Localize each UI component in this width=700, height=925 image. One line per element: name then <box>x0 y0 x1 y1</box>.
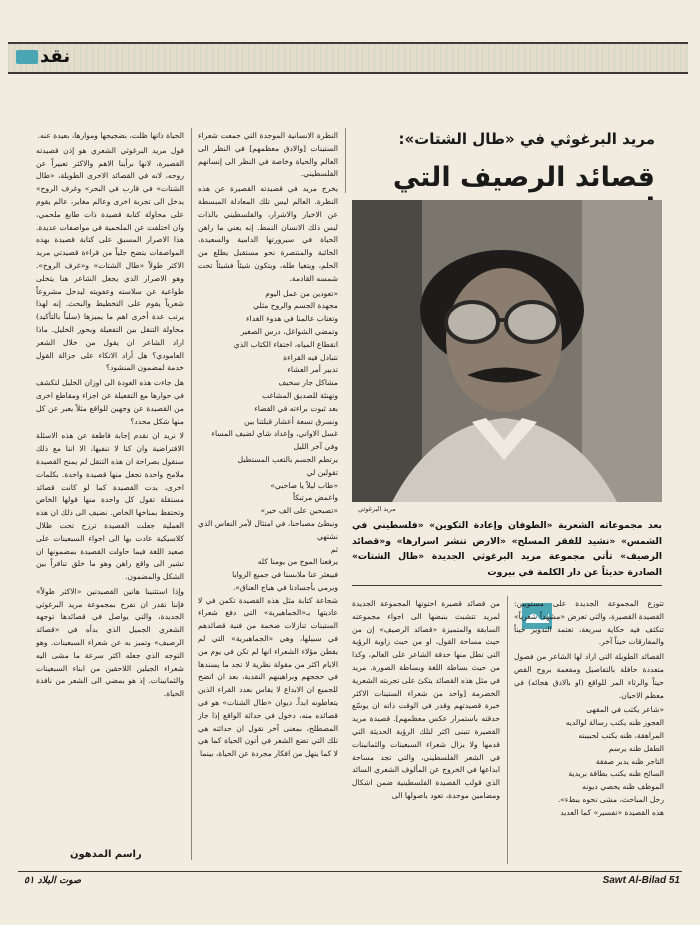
paragraph: لا نريد ان نقدم إجابة قاطعة عن هذه الاسئلة الافتراضية وان كنا لا ننفيها، الا اننا مع ذلك سنقول بصراحة ان هذه التنقل لم يمنح القصيدة ملامح واحدة تجعل منها قصيدة واحدة. بكلمات اخرى، بدت القصيدة كما لو كانت قصائد مستقلة تقول كل واحدة منها قولها الخاص وتحتفظ بمناخها الخاص. نضيف الى ذلك ان هذه العملية جعلت القصيدة ترزح تحت ظلال كلاسيكية عادت بها الى اجواء السبعينات على صعيد اللغة فيما حاولت القصيدة بمضمونها ان تشير الى واقع راهن وهو ما خلق تنافراً بين الشكل والمضمون. <box>36 431 184 582</box>
poem-line: السائح ظنه يكتب بطاقة بريدية <box>568 769 664 779</box>
poem-line: يرفعنا الموج من يومنا كله <box>257 557 338 567</box>
paragraph: هذه القصيدة «تفسير» كما العديد <box>560 807 664 817</box>
footer-divider <box>18 871 682 872</box>
poem-line: ونسرق تسعة أعشار قبلتنا بين <box>244 416 338 426</box>
portrait-illustration <box>352 200 662 502</box>
poem-line: المراهقة، ظنه يكتب لحبيبته <box>578 730 664 740</box>
poem-line: ويرمي بأجسادنا في هياج العناق». <box>232 582 338 592</box>
poem-line: يرتطم الجسم بالتعب المستطيل <box>237 454 338 464</box>
poem-line: وتهنئة للصديق المشاغب <box>262 390 338 400</box>
paragraph: يخرج مريد في قصيدته القصيرة عن هذه النظرة. العالم ليس تلك المعادلة المبسطة عن الاخيار والاشرار، والفلسطيني بالذات ليس ذلك الانسان النمط. إنه يعني ما راهن الحياة في سيرورتها الدامية والسعيدة، الخائبة والمنتصرة نحو مستقبل يطلع من الحلم، ويتغيا طله، ويتكون شيئاً فشيئاً تحت شمسه القادمة. <box>198 184 338 283</box>
section-label: نقد <box>40 46 71 67</box>
section-ornament <box>16 50 38 64</box>
poem-line: وتمضي الشواغل، درس الصغير <box>240 326 338 336</box>
article-column-1 <box>36 130 184 845</box>
poem-line: واغمض مرتبكاً <box>292 493 338 503</box>
column-divider <box>191 128 192 860</box>
author-photo <box>352 200 662 502</box>
poem-line: وفي آخر الليل <box>293 442 338 452</box>
poem-line: ثم <box>330 544 338 554</box>
paragraph: الحياة ذاتها ظلت، بضجيجها وموارها، بعيدة عنه. <box>37 131 184 140</box>
paragraph: وإذا استثنينا هاتين القصيدتين «الاكثر طولاً» فإننا نقدر ان نفرح بمجموعة مريد البرغوثي الجديدة، والتي يواصل في قصائدها توجهه الشعري الجميل الذي بدأه في «قصائد الرصيف» وتميز به عن شعراء السبعينات. وهو التوجه الذي جعله اكثر سرعة ما مشى اليه شعراء الجيلين اللاحقين من ابناء السبعينات والثمانينات. إذ هو يمضي الى الشعر من نافذة الحياة. <box>36 586 184 699</box>
poem-line: الموظف ظنه يحصي ديونه <box>582 782 664 792</box>
paragraph: القصائد الطويلة التي اراد لها الشاعر من فصول متعددة حافلة بالتفاصيل ومفعمة بروح القص حيناً والرثاء المر للواقع (او بالادق هجائه) في معظم الاحيان. <box>514 652 664 700</box>
poem-line: العجوز ظنه يكتب رسالة لوالديه <box>565 718 664 728</box>
article-column-3 <box>352 598 500 866</box>
poem-line: «تعودين من عمل اليوم <box>265 288 338 298</box>
footer-page-label-arabic: صوت البلاد ٥١ <box>24 875 82 886</box>
footer-page-label-latin: Sawt Al-Bilad 51 <box>602 875 680 886</box>
article-column-4 <box>514 598 664 866</box>
poem-line: مشاكل جار سخيف <box>278 378 338 388</box>
article-title: قصائد الرصيف التي <box>392 162 655 193</box>
lead-divider <box>352 585 662 586</box>
column-divider <box>507 596 508 864</box>
article-subtitle: مريد البرغوثي في «طال الشتات»: <box>398 130 655 148</box>
poem-line: رجل المباحث، مشى نحوه ببطء». <box>557 794 664 804</box>
poem-line: «طاب ليلاً يا صاحبي» <box>270 480 338 490</box>
poem-line: الطفل ظنه يرسم <box>608 743 664 753</box>
poem-line: فيبعثر عنا ملابسنا في جميع الزوايا <box>232 570 338 580</box>
poem-line: مجهدة الجسم والروح مثلي <box>253 301 338 311</box>
paragraph: من قصائد قصيرة احتوتها المجموعة الجديدة لمريد تتشبث بنبضها الى اجواء مجموعته السابقة والمتميزة «قصائد الرصيف» إن من حيث مساحة القول، او من حيث زاوية الرؤية التي تطل منها حدقة الشاعر على العالم، وكذا من حيث بساطة اللغة وبساطة الصورة. مريد في مثل هذه القصائد يتكئ على تجربته الشعرية الخضرمة [واحد من شعراء الستينات الاكثر خبرة قصيدتهم وقدر في الوقت ذاته ان يوسّع حدقته باستمرار عكس معظمهم]. قصيدة مريد القصيرة تتبنى اكثر لتلك الرؤية الحديثة التي قدمها ولا يزال شعراء السبعينات والثمانينات في الشعر الفلسطيني، والتي تجد مساحة ابداعها في الخروج عن المألوف الشعري السائد الذي قولب القصيدة الفلسطينية ضمن اشكال ومضامين موحدة، تعود باصولها الى <box>352 599 500 800</box>
paragraph: قول مريد البرغوثي الشعري هو إذن قصيدته القصيرة، لانها برأينا الاهم والاكثر تعبيراً عن روحه، لانه في القصائد الاخرى الطويلة، «طال الشتات» في قارب في البحر» وغرف الروح» يدخل الى تجربة اخرى وعالم مغاير، عالم يقوم على محاولة كتابة قصيدة ذات طابع ملحمي، وان اختلفت عن الملحمية في مواصفات عديدة. هذا الاصرار المسبق على كتابة قصيدة بهذه المواصفات يتضح جلياً من قراءة قصيدتي مريد الاكثر طولاً «طال الشتات» و«غرف الروح». وهو الاصرار الذي يجعل الشاعر هنا يتخلى طواعية عن سلاسته وعفويته ليدخل مشروعاً شعرياً يقوم على التخطيط والبحث. إنه لهذا يرتب عدة أخرى اهم ما يميزها (سلباً بالتأكيد) محاولة التنقل بين التفعيلة وبحور الخليل. ماذا اراد الشاعر ان يقول من خلال الشعر العامودي؟ هل أراد الاتكاء على جزالة القول خدمة لمضمون المنشود؟ <box>36 145 184 373</box>
article-column-2 <box>198 130 338 860</box>
poem-line: غسل الاواني، وإعداد شاي لضيف المساء <box>211 429 338 439</box>
paragraph: هل جاءت هذه العودة الى اوزان الخليل لتكشف في حوارها مع التفعيلة عن اجزاء ومقاطع اخرى من القصيدة عن وجهين للواقع مثلاً يعبر عن كل منها شكل محدد؟ <box>36 378 184 426</box>
poem-line: تدبير أمر العشاء <box>287 365 338 375</box>
poem-line: «تصبحين على الف خير» <box>260 506 338 516</box>
poem-line: نتبادل فيه القراءة <box>283 352 338 362</box>
poem-line: وتغتاب عالمنا في هدوء الغداء <box>246 314 338 324</box>
paragraph: شجاعة كتابة مثل هذه القصيدة تكمن في لا عاديتها بـ«الجماهيرية» التي دفع شعراء الستينات تنازلات ضخمة من فنية قصائدهم في سبيلها، وهي «الجماهيرية» التي لم يقطن مؤلاء الشعراء انها لم تكن في يوم من الايام اكثر من مقولة نظرية لا تجد ما يسندها في حججهم وبراهينهم النقدية، بعد ان اتضح للجميع ان الابداع لا يقاس بعدد القراء الذين يتعاطونه ابداً. ديوان «طال الشتات» هو في قصائده منه، دخول في حداثة الواقع إذا جاز المصطلح، بمعنى آخر نقول ان حداثته هي تلك التي تضع الشعر في أتون الحياة كما هي لا كما ينهل من افكار مجردة عن الحياة، بينما <box>198 595 338 759</box>
header-band <box>8 42 688 74</box>
poem-line: انقطاع المياه، اختفاء الكتاب الذي <box>233 339 338 349</box>
paragraph: النظرة الانسانية الموجدة التي جمعت شعراء الستينات [والادق معظمهم] في النظر الى العالم والحياة وخاصة في النظر الى إنسانهم الفلسطيني. <box>198 131 338 179</box>
poem-line: «شاعر يكتب في المقهى <box>586 705 664 715</box>
lead-paragraph: بعد مجموعاته الشعرية «الطوفان وإعادة التكوين» «فلسطيني في الشمس» «نشيد للفقر المسلح» «الارض تنشر اسرارها» و«قصائد الرصيف» تأتي مجموعة مريد البرغوثي الجديدة «طال الشتات» الصادرة حديثاً عن دار الكلمة في بيروت <box>352 520 662 578</box>
poem-line: ونبطئ مصباحنا، في امتثال لأمر النعاس الذي نشتهي <box>198 518 338 541</box>
author-byline: راسم المدهون <box>70 849 142 860</box>
poem-line: تقولين لي <box>306 467 338 477</box>
paragraph: تتوزع المجموعة الجديدة على مستويين: القصيدة القصيرة، والتي تعرض «مشهداً شعرياً» تتكثف فيه حكاية سريعة، تعتمد التدوير حيناً والمفارقات حيناً آخر. <box>514 599 664 647</box>
poem-line: بعد ثبوت براءته في القضاء <box>254 403 338 413</box>
poem-line: التاجر ظنه يدبر صفقة <box>595 756 664 766</box>
photo-caption: مريد البرغوثي <box>358 505 396 513</box>
